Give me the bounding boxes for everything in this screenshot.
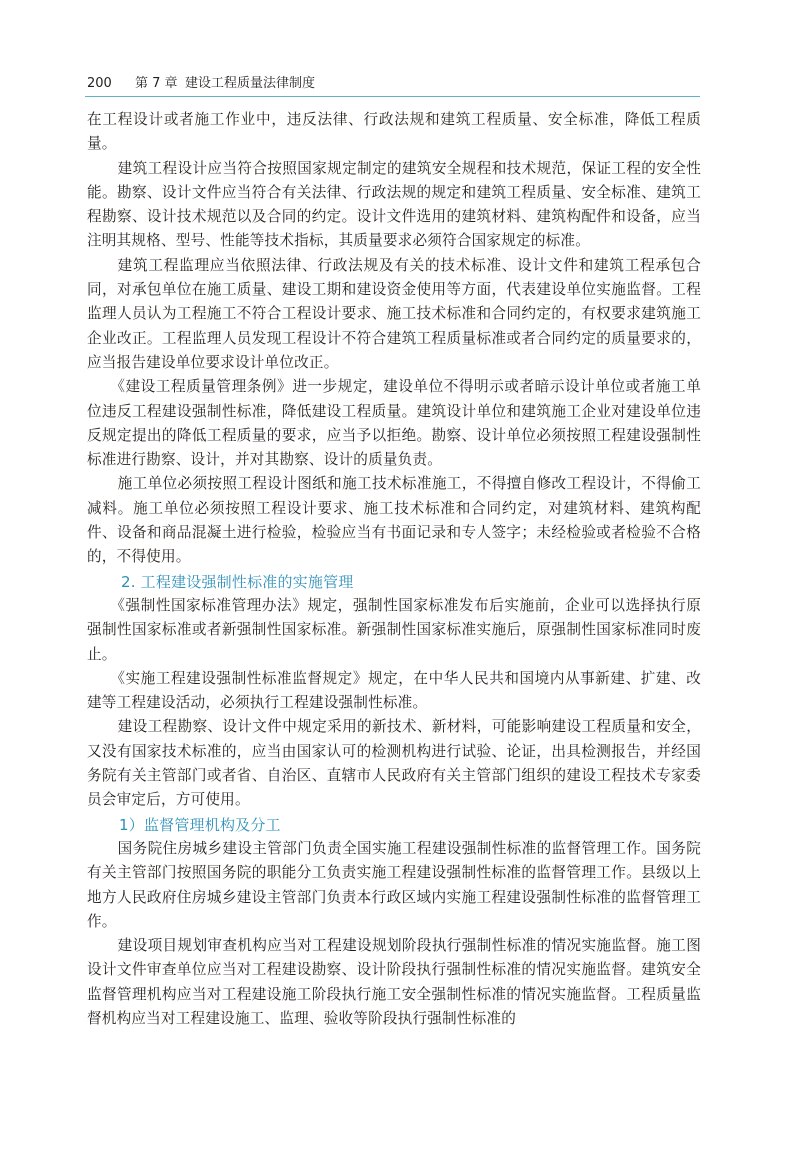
chapter-label: 第 7 章 <box>135 76 178 91</box>
section-heading: 2. 工程建设强制性标准的实施管理 <box>121 572 354 591</box>
paragraph: 国务院住房城乡建设主管部门负责全国实施工程建设强制性标准的监督管理工作。国务院有关主管部门按照国务院的职能分工负责实施工程建设强制性标准的监督管理工作。县级以上地方人民政府住房城乡建设主管部门负责本行政区域内实施工程建设强制性标准的监督管理工作。 <box>87 839 701 930</box>
paragraph: 建筑工程监理应当依照法律、行政法规及有关的技术标准、设计文件和建筑工程承包合同，对承包单位在施工质量、建设工期和建设资金使用等方面，代表建设单位实施监督。工程监理人员认为工程施工不符合工程设计要求、施工技术标准和合同约定的，有权要求建筑施工企业改正。工程监理人员发现工程设计不符合建筑工程质量标准或者合同约定的质量要求的，应当报告建设单位要求设计单位改正。 <box>87 256 701 371</box>
paragraph: 施工单位必须按照工程设计图纸和施工技术标准施工，不得擅自修改工程设计，不得偷工减料。施工单位必须按照工程设计要求、施工技术标准和合同约定，对建筑材料、建筑构配件、设备和商品混凝土进行检验，检验应当有书面记录和专人签字；未经检验或者检验不合格的，不得使用。 <box>87 475 701 566</box>
paragraph: 建设工程勘察、设计文件中规定采用的新技术、新材料，可能影响建设工程质量和安全，又没有国家技术标准的，应当由国家认可的检测机构进行试验、论证，出具检测报告，并经国务院有关主管部门或者省、自治区、直辖市人民政府有关主管部门组织的建设工程技术专家委员会审定后，方可使用。 <box>87 718 701 809</box>
chapter-title: 建设工程质量法律制度 <box>185 76 316 91</box>
paragraph: 《实施工程建设强制性标准监督规定》规定，在中华人民共和国境内从事新建、扩建、改建等工程建设活动，必须执行工程建设强制性标准。 <box>87 669 701 712</box>
page-body <box>87 108 701 1031</box>
paragraph: 建筑工程设计应当符合按照国家规定制定的建筑安全规程和技术规范，保证工程的安全性能。勘察、设计文件应当符合有关法律、行政法规的规定和建筑工程质量、安全标准、建筑工程勘察、设计技术规范以及合同的约定。设计文件选用的建筑材料、建筑构配件和设备，应当注明其规格、型号、性能等技术指标，其质量要求必须符合国家规定的标准。 <box>87 159 701 250</box>
subsection-heading: 1）监督管理机构及分工 <box>119 815 281 834</box>
paragraph: 《建设工程质量管理条例》进一步规定，建设单位不得明示或者暗示设计单位或者施工单位违反工程建设强制性标准，降低建设工程质量。建筑设计单位和建筑施工企业对建设单位违反规定提出的降低工程质量的要求，应当予以拒绝。勘察、设计单位必须按照工程建设强制性标准进行勘察、设计，并对其勘察、设计的质量负责。 <box>87 378 701 469</box>
paragraph: 《强制性国家标准管理办法》规定，强制性国家标准发布后实施前，企业可以选择执行原强制性国家标准或者新强制性国家标准。新强制性国家标准实施后，原强制性国家标准同时废止。 <box>87 596 701 663</box>
page-header <box>85 74 700 97</box>
paragraph: 在工程设计或者施工作业中，违反法律、行政法规和建筑工程质量、安全标准，降低工程质量。 <box>87 111 701 153</box>
paragraph: 建设项目规划审查机构应当对工程建设规划阶段执行强制性标准的情况实施监督。施工图设计文件审查单位应当对工程建设勘察、设计阶段执行强制性标准的情况实施监督。建筑安全监督管理机构应当对工程建设施工阶段执行施工安全强制性标准的情况实施监督。工程质量监督机构应当对工程建设施工、监理、验收等阶段执行强制性标准的 <box>87 937 701 1027</box>
page-number: 200 <box>87 76 112 91</box>
